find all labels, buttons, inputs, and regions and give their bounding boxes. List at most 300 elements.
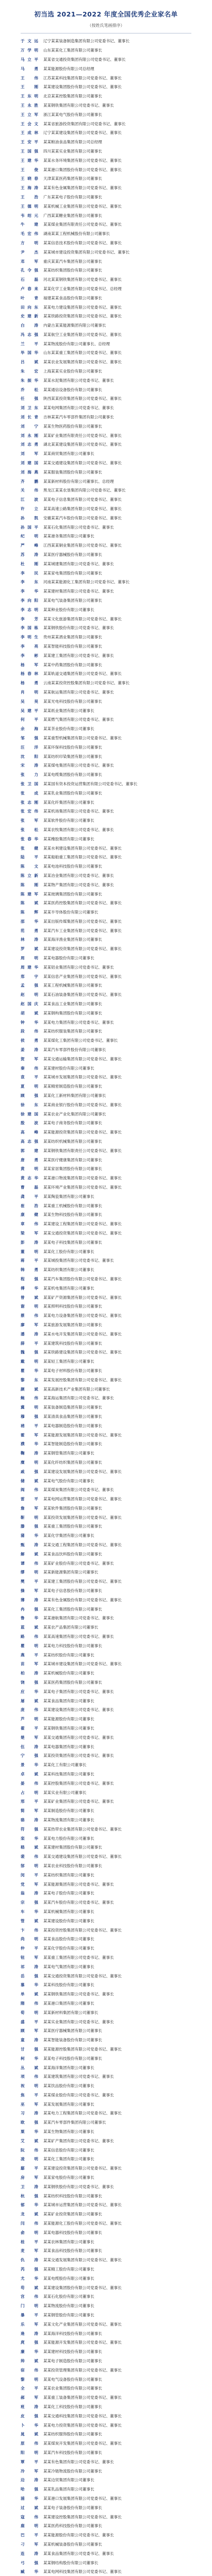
entrepreneur-name: 俞 明 — [21, 2230, 38, 2235]
entrepreneur-name: 燕 平 — [21, 1652, 38, 1657]
list-item — [21, 1458, 191, 1467]
entrepreneur-name: 冷 军 — [21, 2468, 38, 2473]
entrepreneur-name: 顾 军 — [21, 2028, 38, 2033]
entrepreneur-name: 鞠 涛 — [21, 1451, 38, 1456]
entrepreneur-organization: 某某海洋渔业集团有限公司董事长 — [43, 937, 102, 942]
list-item — [21, 55, 191, 64]
list-item — [21, 1549, 191, 1558]
entrepreneur-organization: 某某重型机械集团有限公司党委书记、董事长 — [43, 735, 122, 740]
entrepreneur-organization: 吉林某某汽车零部件集团有限公司董事长 — [43, 415, 114, 420]
list-item — [21, 1338, 191, 1348]
entrepreneur-organization: 某某有色金属股份有限公司党委书记、董事长 — [43, 1597, 122, 1602]
entrepreneur-name: 雷 平 — [21, 1497, 38, 1502]
entrepreneur-organization: 某某国有资本投资运营集团有限公司党委书记、董事长 — [43, 781, 138, 786]
entrepreneur-name: 余 海 — [21, 726, 38, 732]
entrepreneur-name: 黄志华 — [21, 1176, 38, 1181]
list-item — [21, 2200, 191, 2210]
list-item — [21, 1320, 191, 1330]
entrepreneur-name: 陈立新 — [21, 873, 38, 878]
entrepreneur-organization: 某某煤业集团有限责任公司党委书记、董事长 — [43, 222, 122, 227]
entrepreneur-name: 毕国华 — [21, 350, 38, 355]
entrepreneur-name: 谢 明 — [21, 1304, 38, 1309]
entrepreneur-name: 邹 强 — [21, 735, 38, 740]
list-item — [21, 1495, 191, 1504]
entrepreneur-organization: 某某建设工程集团有限公司党委书记、董事长 — [43, 1222, 122, 1227]
list-item — [21, 2127, 191, 2137]
entrepreneur-organization: 某某航运集团有限公司党委书记、董事长 — [43, 689, 114, 694]
entrepreneur-name: 张志刚 — [21, 800, 38, 805]
entrepreneur-organization: 某某发展集团有限公司董事长 — [43, 2102, 94, 2107]
entrepreneur-organization: 某某农业科技股份有限公司董事长 — [43, 1863, 102, 1868]
entrepreneur-name: 魏 强 — [21, 1350, 38, 1355]
list-item — [21, 1174, 191, 1183]
list-item — [21, 1843, 191, 1852]
entrepreneur-name: 陈 辉 — [21, 910, 38, 915]
entrepreneur-organization: 某某水电开发集团有限公司党委书记、董事长 — [43, 1331, 122, 1336]
entrepreneur-name: 刘海燕 — [21, 469, 38, 474]
entrepreneur-list — [21, 37, 191, 2576]
entrepreneur-organization: 某某建设发展集团有限公司党委书记、董事长 — [43, 1469, 122, 1474]
entrepreneur-organization: 某某新能源集团有限公司董事长 — [43, 1570, 99, 1575]
entrepreneur-name: 王会文 — [21, 121, 38, 126]
list-item — [21, 1164, 191, 1174]
entrepreneur-name: 刘 军 — [21, 451, 38, 456]
list-item — [21, 1265, 191, 1275]
entrepreneur-name: 翟 平 — [21, 1726, 38, 1731]
list-item — [21, 1925, 191, 1935]
entrepreneur-name: 原 伟 — [21, 2441, 38, 2446]
entrepreneur-organization: 某某中药集团股份有限公司董事长 — [43, 662, 102, 667]
entrepreneur-name: 张 成 — [21, 790, 38, 795]
list-item — [21, 321, 191, 330]
list-item — [21, 1329, 191, 1338]
entrepreneur-organization: 某某食品股份有限公司董事长 — [43, 1937, 94, 1942]
entrepreneur-name: 关 伟 — [21, 488, 38, 493]
entrepreneur-name: 梁 军 — [21, 1230, 38, 1235]
entrepreneur-name: 王国强 — [21, 148, 38, 154]
list-item — [21, 2045, 191, 2054]
entrepreneur-organization: 某某乳业集团股份有限公司董事长 — [43, 790, 102, 795]
entrepreneur-name: 郁 华 — [21, 2202, 38, 2208]
list-item — [21, 1238, 191, 1247]
entrepreneur-organization: 某某农牧集团有限公司党委书记、董事长 — [43, 827, 114, 832]
entrepreneur-name: 牛 建 — [21, 222, 38, 227]
entrepreneur-organization: 某某汽车集团股份有限公司党委书记、董事长 — [43, 1276, 122, 1281]
list-item — [21, 2393, 191, 2402]
entrepreneur-organization: 某某茶业股份有限公司董事长 — [43, 726, 94, 732]
entrepreneur-name: 钟 华 — [21, 1020, 38, 1025]
entrepreneur-organization: 某某电子股份有限公司董事长 — [43, 1891, 94, 1896]
list-item — [21, 679, 191, 688]
entrepreneur-name: 蒲 华 — [21, 1533, 38, 1538]
list-item — [21, 742, 191, 752]
list-item — [21, 2182, 191, 2191]
entrepreneur-organization: 某某交通投资集团有限公司党委书记、董事长 — [43, 1973, 122, 1978]
list-item — [21, 2292, 191, 2301]
entrepreneur-organization: 某某重工集团有限公司党委书记、董事长 — [43, 1955, 114, 1960]
entrepreneur-organization: 某某电网运营集团有限公司党委书记、董事长 — [43, 1497, 122, 1502]
list-item — [21, 119, 191, 128]
list-item — [21, 467, 191, 477]
entrepreneur-name: 苗 军 — [21, 1662, 38, 1667]
entrepreneur-name: 瞿 明 — [21, 1643, 38, 1648]
list-item — [21, 156, 191, 165]
entrepreneur-name: 解 斌 — [21, 1551, 38, 1556]
list-item — [21, 1806, 191, 1816]
entrepreneur-organization: 某某汽车零部件股份有限公司董事长 — [43, 1047, 106, 1053]
list-item — [21, 1788, 191, 1797]
entrepreneur-name: 朱振华 — [21, 378, 38, 383]
entrepreneur-name: 吕 斌 — [21, 360, 38, 365]
list-item — [21, 1128, 191, 1137]
entrepreneur-name: 江 波 — [21, 497, 38, 502]
entrepreneur-name: 陈 刚 — [21, 882, 38, 887]
list-item — [21, 2274, 191, 2283]
list-item — [21, 1485, 191, 1495]
list-item — [21, 1091, 191, 1100]
entrepreneur-organization: 某某钢铁集团有限公司董事长 — [43, 1726, 94, 1731]
entrepreneur-name: 黎 明 — [21, 2377, 38, 2382]
list-item — [21, 46, 191, 55]
list-item — [21, 2173, 191, 2182]
entrepreneur-organization: 某某制造股份有限公司董事长 — [43, 1808, 94, 1814]
entrepreneur-name: 夏 明 — [21, 1084, 38, 1089]
entrepreneur-name: 徐建国 — [21, 1111, 38, 1116]
list-item — [21, 1504, 191, 1513]
entrepreneur-organization: 某某城投集团有限公司党委书记、董事长 — [43, 1258, 114, 1263]
entrepreneur-name: 尤 华 — [21, 2276, 38, 2281]
entrepreneur-name: 赵 明 — [21, 992, 38, 997]
entrepreneur-organization: 重庆某某汽车集团有限公司董事长 — [43, 259, 102, 264]
entrepreneur-organization: 某某能源股份有限公司董事长 — [43, 1717, 94, 1722]
entrepreneur-name: 兰 平 — [21, 341, 38, 346]
entrepreneur-name: 暴 平 — [21, 2313, 38, 2318]
entrepreneur-name: 阎 伟 — [21, 1487, 38, 1493]
entrepreneur-name: 冀 明 — [21, 1405, 38, 1410]
list-item — [21, 459, 191, 468]
list-item — [21, 385, 191, 394]
entrepreneur-organization: 某某玻璃集团股份有限公司董事长 — [43, 891, 102, 896]
entrepreneur-organization: 某某电器集团有限公司董事长 — [43, 1744, 94, 1749]
list-item — [21, 1018, 191, 1027]
list-item — [21, 596, 191, 605]
entrepreneur-name: 臧 华 — [21, 2569, 38, 2574]
list-item — [21, 201, 191, 211]
entrepreneur-organization: 辽宁某某装备制造集团有限公司党委书记、董事长 — [43, 39, 130, 44]
list-item — [21, 761, 191, 770]
list-item — [21, 532, 191, 541]
list-item — [21, 1394, 191, 1403]
entrepreneur-name: 段 伟 — [21, 1029, 38, 1034]
entrepreneur-name: 林 涛 — [21, 937, 38, 942]
list-item — [21, 1201, 191, 1210]
list-item — [21, 1558, 191, 1568]
list-item — [21, 2485, 191, 2494]
list-item — [21, 1889, 191, 1898]
entrepreneur-name: 杨 勇 — [21, 681, 38, 686]
entrepreneur-organization: 某某铁路投资集团有限公司党委书记、董事长 — [43, 314, 122, 319]
entrepreneur-organization: 某某钢管集团有限公司董事长 — [43, 1451, 94, 1456]
list-item — [21, 559, 191, 568]
entrepreneur-name: 甘 强 — [21, 2046, 38, 2052]
entrepreneur-name: 龚 平 — [21, 1194, 38, 1199]
entrepreneur-organization: 某某省旅游投资集团有限公司党委书记、董事长 — [43, 121, 126, 126]
entrepreneur-organization: 某某电子集团有限公司党委书记、董事长 — [43, 1689, 114, 1694]
entrepreneur-name: 殷 波 — [21, 1121, 38, 1126]
list-item — [21, 926, 191, 935]
entrepreneur-name: 戴 明 — [21, 1359, 38, 1364]
entrepreneur-name: 蔡 伟 — [21, 1313, 38, 1318]
entrepreneur-name: 尹 杰 — [21, 249, 38, 255]
entrepreneur-organization: 某某旅游发展集团有限公司董事长 — [43, 1322, 102, 1327]
list-item — [21, 2375, 191, 2384]
entrepreneur-organization: 某某冷链物流股份有限公司董事长 — [43, 2468, 102, 2473]
entrepreneur-organization: 某某光电科技股份有限公司董事长 — [43, 699, 102, 704]
entrepreneur-name: 景 华 — [21, 1762, 38, 1768]
entrepreneur-name: 吴 昊 — [21, 699, 38, 704]
list-item — [21, 1824, 191, 1834]
entrepreneur-organization: 某某智能科技股份有限公司董事长 — [43, 643, 102, 649]
entrepreneur-organization: 某某钢铁集团有限责任公司党委书记、董事长 — [43, 1148, 122, 1153]
entrepreneur-organization: 某某电网集团有限公司党委书记、董事长 — [43, 405, 114, 411]
entrepreneur-name: 党 军 — [21, 1882, 38, 1887]
list-item — [21, 614, 191, 623]
list-item — [21, 651, 191, 660]
entrepreneur-name: 麦 军 — [21, 2248, 38, 2253]
entrepreneur-name: 邢 平 — [21, 1799, 38, 1804]
entrepreneur-name: 廉 华 — [21, 2349, 38, 2354]
entrepreneur-name: 简 军 — [21, 1808, 38, 1814]
entrepreneur-name: 黄 明 — [21, 1166, 38, 1172]
entrepreneur-name: 粟 华 — [21, 2129, 38, 2134]
entrepreneur-organization: 某某出版传媒集团有限公司党委书记、董事长 — [43, 919, 122, 924]
list-item — [21, 962, 191, 972]
entrepreneur-name: 逄 涛 — [21, 2331, 38, 2336]
entrepreneur-organization: 某某矿业股份有限公司党委书记、董事长 — [43, 1561, 114, 1566]
entrepreneur-organization: 某某生物科技股份有限公司董事长 — [43, 1212, 102, 1217]
entrepreneur-organization: 某某电气设备股份有限公司董事长 — [43, 2377, 102, 2382]
entrepreneur-organization: 某某软件集团股份有限公司董事长 — [43, 1505, 102, 1511]
entrepreneur-name: 张 力 — [21, 772, 38, 777]
entrepreneur-organization: 某某商业银行股份有限公司党委书记、董事长 — [43, 1102, 122, 1107]
entrepreneur-name: 王永胜 — [21, 103, 38, 108]
entrepreneur-name: 董 明 — [21, 1249, 38, 1254]
entrepreneur-name: 阳 明 — [21, 2450, 38, 2455]
entrepreneur-organization: 某某钢铁股份有限公司党委书记、董事长 — [43, 625, 114, 631]
entrepreneur-organization: 某某化纤集团有限公司董事长 — [43, 800, 94, 805]
entrepreneur-name: 陆 平 — [21, 855, 38, 860]
entrepreneur-organization: 某某港务集团有限公司董事长 — [43, 534, 94, 539]
entrepreneur-name: 隋 伟 — [21, 2001, 38, 2006]
entrepreneur-organization: 某某能源开发集团有限公司党委书记、董事长 — [43, 2340, 122, 2345]
list-item — [21, 1522, 191, 1531]
list-item — [21, 1430, 191, 1439]
entrepreneur-organization: 某某食品饮料股份有限公司董事长 — [43, 1551, 102, 1556]
entrepreneur-name: 刘卫东 — [21, 405, 38, 411]
entrepreneur-name: 王 浩 — [21, 194, 38, 199]
entrepreneur-name: 寇 伟 — [21, 2514, 38, 2519]
entrepreneur-name: 郝 军 — [21, 2395, 38, 2400]
entrepreneur-name: 桂 平 — [21, 2239, 38, 2244]
entrepreneur-organization: 某某港航集团有限公司党委书记、董事长 — [43, 1616, 114, 1621]
entrepreneur-name: 郭 建 — [21, 1148, 38, 1153]
entrepreneur-name: 王立军 — [21, 112, 38, 117]
entrepreneur-name: 吴建平 — [21, 708, 38, 713]
list-item — [21, 862, 191, 871]
entrepreneur-name: 张春华 — [21, 836, 38, 841]
list-item — [21, 1219, 191, 1229]
entrepreneur-name: 白 涛 — [21, 323, 38, 328]
list-item — [21, 788, 191, 798]
entrepreneur-name: 骆 涛 — [21, 1817, 38, 1822]
entrepreneur-name: 任 强 — [21, 396, 38, 401]
entrepreneur-name: 万学明 — [21, 48, 38, 53]
list-item — [21, 1118, 191, 1128]
list-item — [21, 2228, 191, 2237]
entrepreneur-organization: 某某投资集团有限公司党委书记、董事长 — [43, 1753, 114, 1758]
entrepreneur-organization: 某某建工集团股份有限公司党委书记、董事长 — [43, 1579, 122, 1584]
entrepreneur-name: 薄 涛 — [21, 1597, 38, 1602]
list-item — [21, 1650, 191, 1659]
entrepreneur-name: 闵 平 — [21, 1872, 38, 1877]
list-item — [21, 1256, 191, 1265]
entrepreneur-organization: 某某电力股份有限公司董事长 — [43, 1836, 94, 1841]
list-item — [21, 2164, 191, 2173]
entrepreneur-name: 盛 平 — [21, 2019, 38, 2024]
entrepreneur-name: 张 松 — [21, 827, 38, 832]
list-item — [21, 92, 191, 101]
entrepreneur-organization: 某某建设投资集团有限公司党委书记、董事长 — [43, 2166, 122, 2171]
entrepreneur-organization: 某某交通发展集团有限公司党委书记、董事长 — [43, 2258, 122, 2263]
entrepreneur-name: 霍 军 — [21, 1432, 38, 1437]
list-item — [21, 605, 191, 614]
entrepreneur-organization: 某某建设股份有限公司董事长 — [43, 1918, 94, 1923]
list-item — [21, 834, 191, 843]
entrepreneur-name: 杭 强 — [21, 2193, 38, 2198]
list-item — [21, 1705, 191, 1715]
entrepreneur-name: 刘建国 — [21, 461, 38, 466]
page-subtitle: （按姓氏笔画排序） — [87, 23, 125, 28]
entrepreneur-organization: 某某通信设备股份有限公司董事长 — [43, 387, 102, 392]
list-item — [21, 1063, 191, 1073]
entrepreneur-name: 沈 阳 — [21, 754, 38, 759]
list-item — [21, 889, 191, 899]
entrepreneur-name: 范 勇 — [21, 928, 38, 933]
entrepreneur-organization: 某某电气装备集团有限公司董事长 — [43, 598, 102, 603]
list-item — [21, 669, 191, 679]
entrepreneur-name: 纪 明 — [21, 534, 38, 539]
list-item — [21, 1687, 191, 1696]
list-item — [21, 1467, 191, 1476]
entrepreneur-organization: 某某精工股份有限公司董事长 — [43, 2267, 94, 2272]
entrepreneur-organization: 某某铁路建设集团有限公司党委书记、董事长 — [43, 1350, 122, 1355]
entrepreneur-organization: 某某电力设备集团有限公司党委书记、董事长 — [43, 1313, 122, 1318]
entrepreneur-name: 颜 斌 — [21, 1386, 38, 1392]
entrepreneur-organization: 某某电子科技股份有限公司董事长 — [43, 2056, 102, 2061]
list-item — [21, 431, 191, 440]
list-item — [21, 1293, 191, 1302]
entrepreneur-name: 覃 平 — [21, 2459, 38, 2464]
list-item — [21, 1540, 191, 1550]
entrepreneur-name: 栾 华 — [21, 1836, 38, 1841]
entrepreneur-organization: 某某纺织集团有限公司董事长 — [43, 1872, 94, 1877]
entrepreneur-organization: 某某海洋集团有限公司董事长 — [43, 2065, 94, 2070]
entrepreneur-name: 饶 强 — [21, 1680, 38, 1685]
entrepreneur-organization: 某某水泥集团有限公司党委书记、董事长 — [43, 378, 114, 383]
entrepreneur-name: 李 亮 — [21, 643, 38, 649]
list-item — [21, 1715, 191, 1724]
entrepreneur-organization: 某某医药集团股份有限公司董事长 — [43, 1680, 102, 1685]
entrepreneur-name: 于文远 — [21, 39, 38, 44]
entrepreneur-organization: 某某矿业集团有限责任公司党委书记、董事长 — [43, 433, 122, 438]
list-item — [21, 1109, 191, 1118]
entrepreneur-name: 王晓春 — [21, 176, 38, 181]
entrepreneur-organization: 某某电子商务股份有限公司董事长 — [43, 1121, 102, 1126]
list-item — [21, 1054, 191, 1063]
entrepreneur-organization: 某某电气集团有限公司董事长 — [43, 1964, 94, 1969]
entrepreneur-organization: 某某能源集团有限公司党委书记、董事长 — [43, 1882, 114, 1887]
entrepreneur-organization: 河北某某钢铁集团有限公司党委书记、董事长 — [43, 277, 122, 282]
entrepreneur-organization: 某某化学工业集团有限公司党委书记、总经理 — [43, 286, 122, 291]
entrepreneur-name: 祝 明 — [21, 2083, 38, 2089]
entrepreneur-organization: 某某海洋科技股份有限公司董事长 — [43, 2331, 102, 2336]
entrepreneur-organization: 某某商贸集团有限公司董事长 — [43, 451, 94, 456]
entrepreneur-name: 楚 军 — [21, 1735, 38, 1740]
entrepreneur-organization: 某某重工装备集团有限公司党委书记、董事长 — [43, 2395, 122, 2400]
list-item — [21, 2384, 191, 2393]
entrepreneur-organization: 某某船舶重工集团有限公司党委书记、董事长 — [43, 855, 122, 860]
entrepreneur-name: 蒋 平 — [21, 1258, 38, 1263]
entrepreneur-organization: 某某建筑集团有限公司党委书记、董事长 — [43, 2074, 114, 2079]
list-item — [21, 2256, 191, 2265]
entrepreneur-organization: 某某电力科技股份有限公司董事长 — [43, 1643, 102, 1648]
entrepreneur-organization: 某某电子信息股份有限公司董事长 — [43, 1588, 102, 1594]
entrepreneur-name: 晁 斌 — [21, 2432, 38, 2437]
entrepreneur-organization: 某某机场集团有限公司党委书记、董事长 — [43, 809, 114, 814]
entrepreneur-organization: 某某城市发展集团有限公司党委书记、董事长 — [43, 1075, 122, 1080]
entrepreneur-organization: 某某纺织印染集团有限公司董事长 — [43, 754, 102, 759]
list-item — [21, 1155, 191, 1164]
list-item — [21, 1577, 191, 1586]
entrepreneur-name: 王德明 — [21, 204, 38, 209]
list-item — [21, 2448, 191, 2458]
entrepreneur-organization: 某某粮油食品集团有限公司总经理 — [43, 140, 102, 145]
list-item — [21, 1916, 191, 1925]
entrepreneur-organization: 某某软件股份有限公司董事长 — [43, 818, 94, 823]
entrepreneur-name: 宫 伟 — [21, 2294, 38, 2299]
list-item — [21, 972, 191, 981]
list-item — [21, 2036, 191, 2045]
entrepreneur-name: 邓 军 — [21, 259, 38, 264]
entrepreneur-name: 高志强 — [21, 1139, 38, 1144]
entrepreneur-organization: 某某电池科技股份有限公司董事长 — [43, 864, 102, 869]
entrepreneur-organization: 某某港口发展集团有限公司党委书记、董事长 — [43, 2496, 122, 2501]
list-item — [21, 1311, 191, 1320]
list-item — [21, 2402, 191, 2412]
entrepreneur-organization: 某某边贸集团有限公司董事长 — [43, 2478, 94, 2483]
entrepreneur-name: 李明生 — [21, 635, 38, 640]
entrepreneur-organization: 某某石油装备集团有限公司党委书记、董事长 — [43, 992, 122, 997]
list-item — [21, 1210, 191, 1219]
list-item — [21, 2357, 191, 2366]
entrepreneur-organization: 辽宁某某建设集团有限公司党委书记、董事长 — [43, 130, 122, 135]
entrepreneur-organization: 某某城建集团有限公司党委书记、董事长 — [43, 561, 114, 566]
list-item — [21, 495, 191, 504]
entrepreneur-organization: 某某纺织股份有限公司董事长 — [43, 1652, 94, 1657]
entrepreneur-organization: 某某建设集团股份有限公司党委书记、董事长 — [43, 2285, 122, 2290]
entrepreneur-name: 张宏伟 — [21, 809, 38, 814]
entrepreneur-organization: 某某机械集团有限公司董事长 — [43, 1909, 94, 1914]
